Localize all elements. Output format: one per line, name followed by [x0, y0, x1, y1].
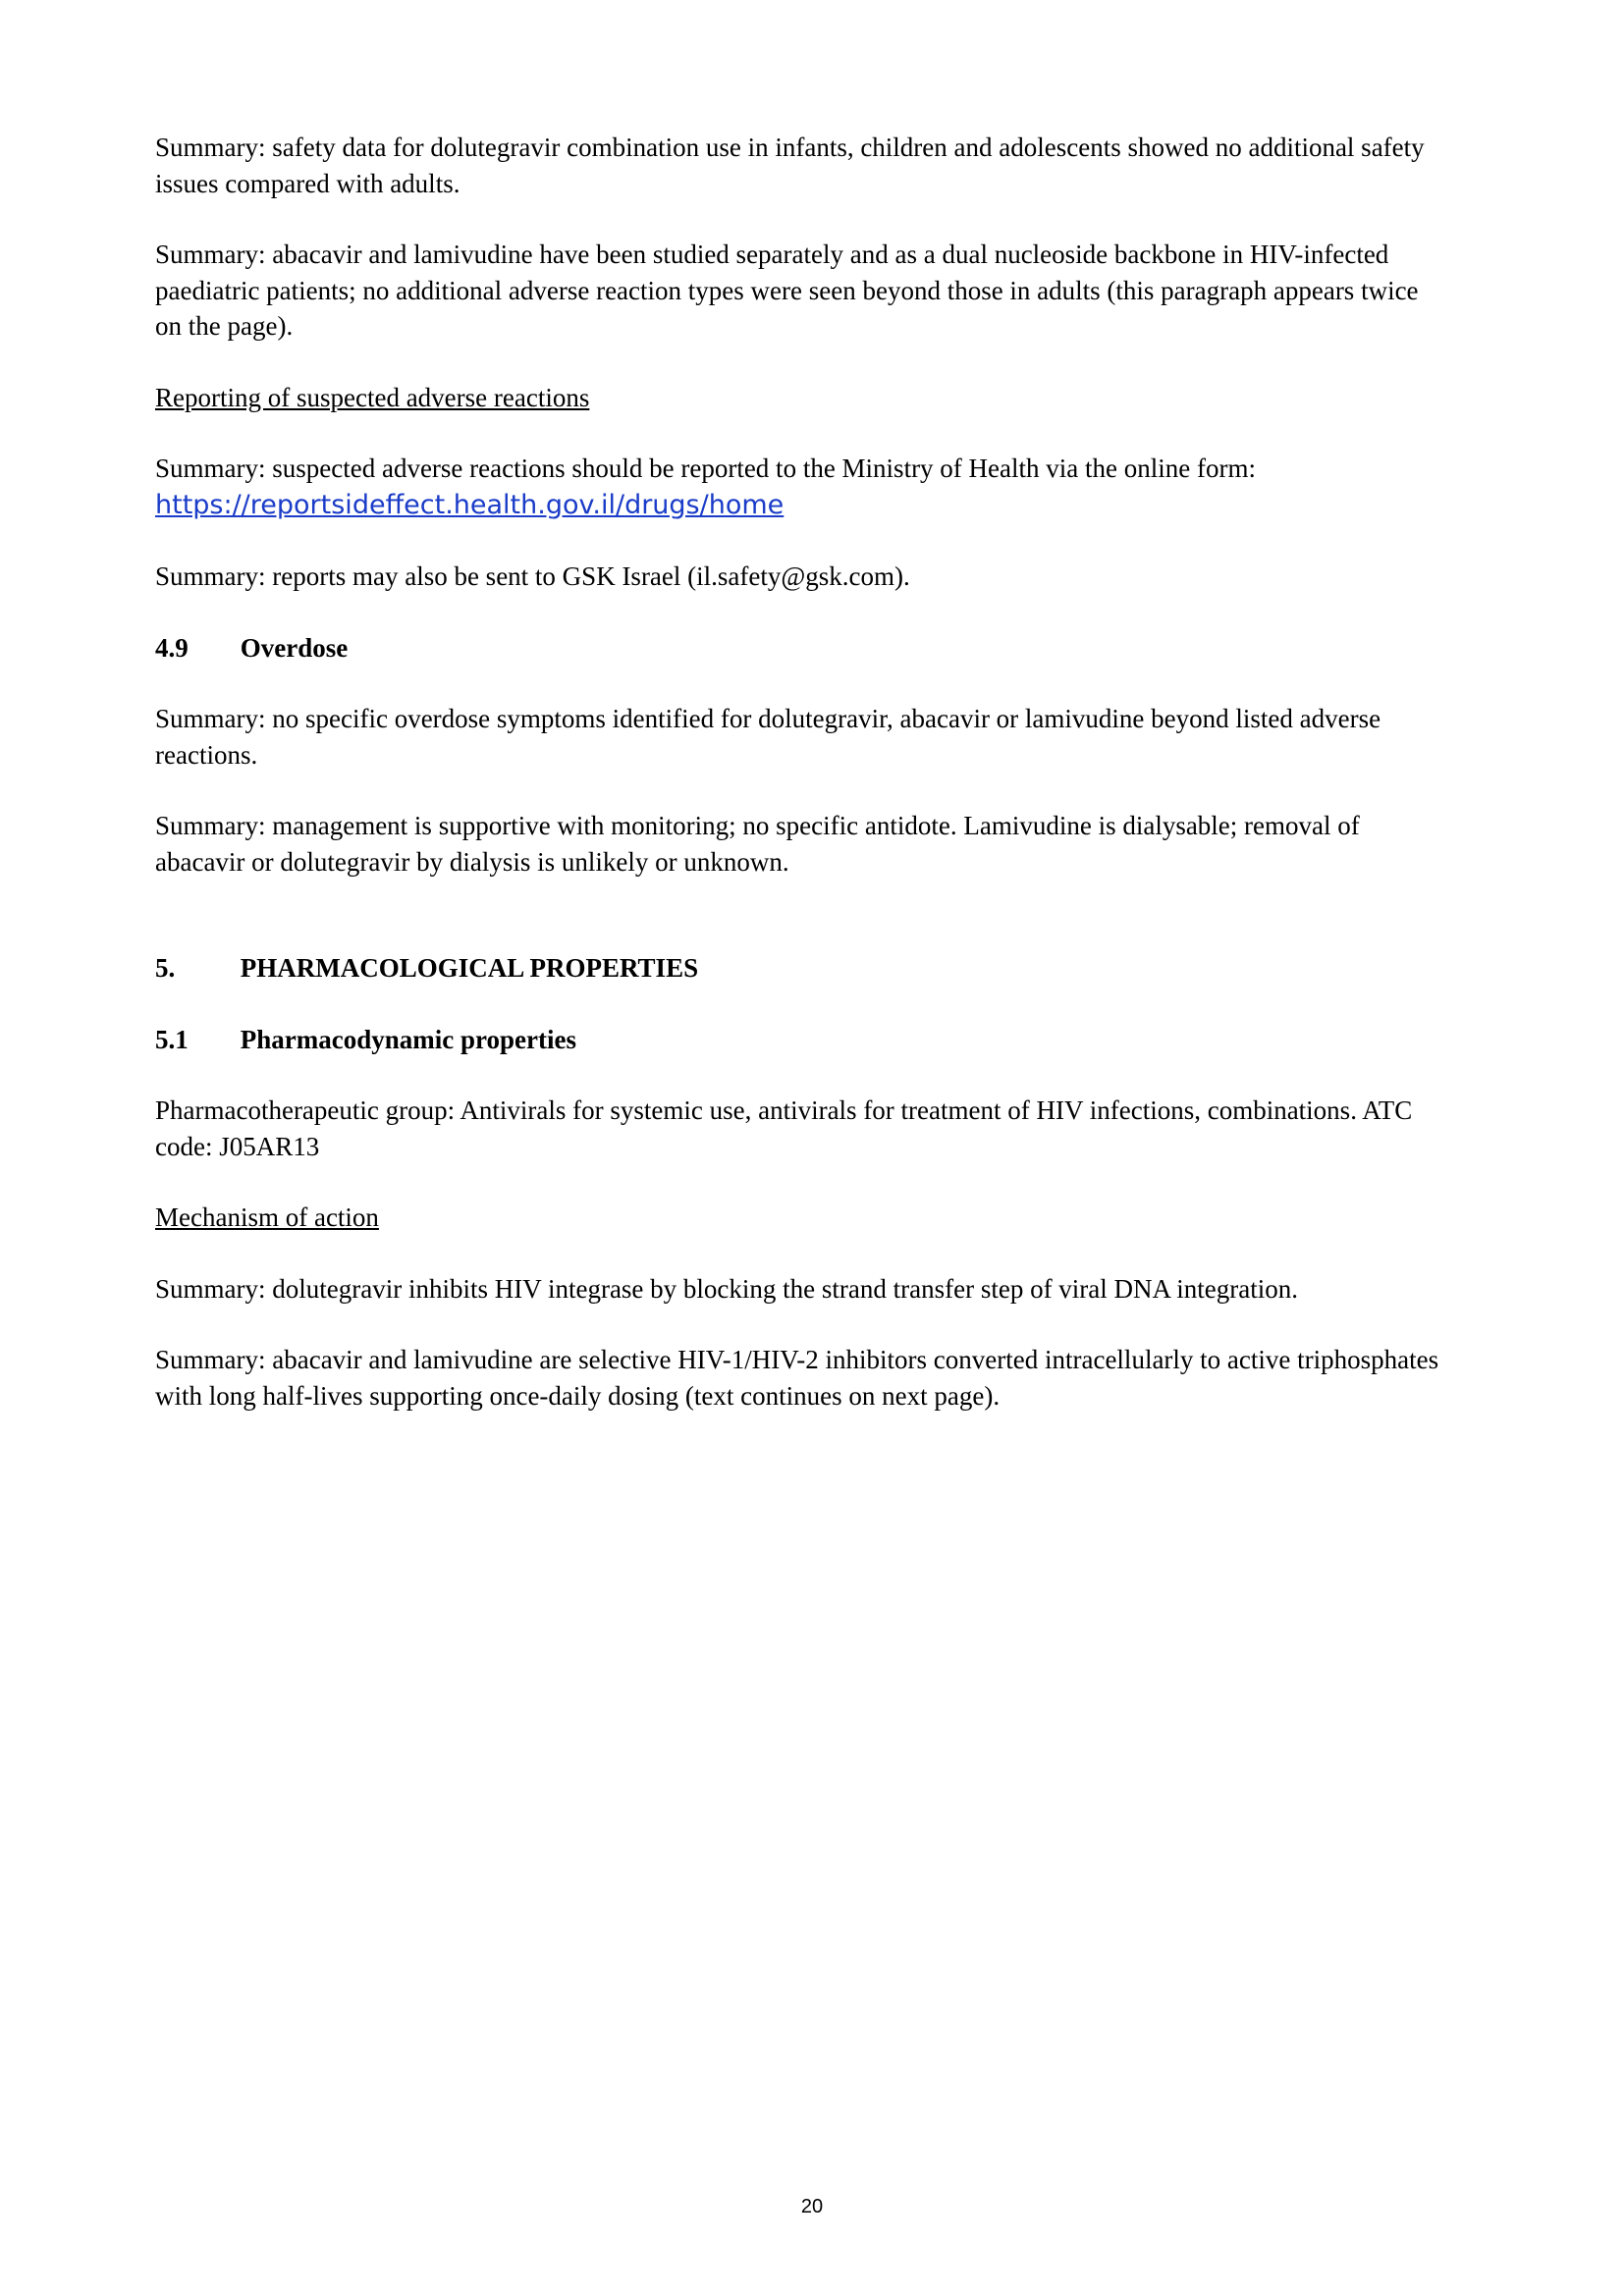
paragraph-paediatric-abacavir-lamivudine: Summary: abacavir and lamivudine have been studied separately and as a dual nucleoside backbone in HIV-infected paediatric patients; no additional adverse reaction types were seen beyond those in adults (this paragraph appears twice on the page). — [155, 240, 1419, 341]
heading-overdose — [155, 630, 1451, 667]
section-title: Overdose — [240, 632, 349, 663]
section-number: 5. — [155, 953, 176, 983]
paragraph-pharmacotherapeutic-group: Pharmacotherapeutic group: Antivirals for systemic use, antivirals for treatment of HIV infections, combinations. ATC code: J05AR13 — [155, 1095, 1413, 1161]
section-number: 4.9 — [155, 632, 189, 663]
heading-mechanism: Mechanism of action — [155, 1202, 379, 1232]
section-number: 5.1 — [155, 1024, 189, 1054]
paragraph-paediatric-dolutegravir: Summary: safety data for dolutegravir combination use in infants, children and adolescents showed no additional safety issues compared with adults. — [155, 133, 1425, 198]
paragraph-reporting — [155, 451, 1451, 523]
heading-reporting: Reporting of suspected adverse reactions — [155, 382, 590, 412]
report-link[interactable]: https://reportsideffect.health.gov.il/drugs/home — [155, 489, 785, 520]
section-title: Pharmacodynamic properties — [240, 1024, 576, 1054]
reporting-text: Summary: suspected adverse reactions should be reported to the Ministry of Health via the online form: — [155, 454, 1256, 483]
heading-pharmacodynamic — [155, 1022, 1451, 1058]
section-title: PHARMACOLOGICAL PROPERTIES — [240, 953, 699, 983]
heading-pharmacological — [155, 950, 1451, 987]
paragraph-overdose-management: Summary: management is supportive with monitoring; no specific antidote. Lamivudine is dialysable; removal of abacavir or dolutegravir by dialysis is unlikely or unknown. — [155, 811, 1360, 877]
paragraph-gsk-report: Summary: reports may also be sent to GSK Israel (il.safety@gsk.com). — [155, 561, 910, 591]
paragraph-abacavir-lamivudine-mechanism: Summary: abacavir and lamivudine are selective HIV-1/HIV-2 inhibitors converted intracellularly to active triphosphates with long half-lives supporting once-daily dosing (text continues on next page). — [155, 1345, 1439, 1411]
paragraph-overdose-symptoms: Summary: no specific overdose symptoms identified for dolutegravir, abacavir or lamivudine beyond listed adverse reactions. — [155, 704, 1381, 770]
page-number: 20 — [800, 2196, 824, 2217]
document-body — [155, 130, 1451, 1449]
paragraph-dolutegravir-mechanism: Summary: dolutegravir inhibits HIV integrase by blocking the strand transfer step of viral DNA integration. — [155, 1273, 1299, 1304]
